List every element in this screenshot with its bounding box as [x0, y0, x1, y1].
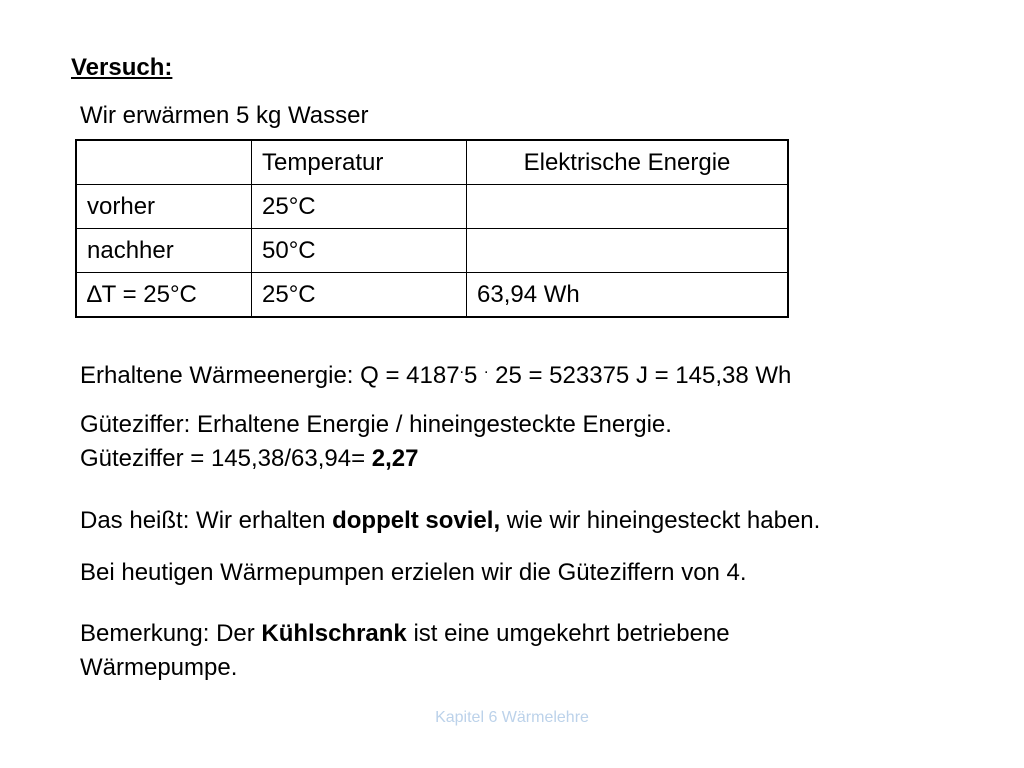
heat-energy-formula [80, 362, 791, 390]
remark-after: ist eine umgekehrt betriebene [406, 620, 730, 647]
slide-footer: Kapitel 6 Wärmelehre [435, 709, 589, 726]
table-header-cell: Temperatur [252, 140, 467, 185]
cop-calc-text: Güteziffer = 145,38/63,94= [80, 445, 372, 472]
table-row [76, 185, 788, 229]
table-cell: nachher [76, 229, 252, 273]
meaning-bold: doppelt soviel, [332, 507, 501, 534]
table-cell: 25°C [252, 185, 467, 229]
remark-line-2: Wärmepumpe. [80, 654, 238, 681]
multiply-dot: . [484, 360, 489, 377]
cop-result: 2,27 [371, 445, 419, 472]
formula-rest: 25 = 523375 J = 145,38 Wh [488, 362, 792, 389]
table-cell [467, 229, 789, 273]
cop-definition: Güteziffer: Erhaltene Energie / hineingesteckte Energie. [80, 411, 672, 438]
remark-bold: Kühlschrank [261, 620, 407, 647]
formula-label: Erhaltene Wärmeenergie: Q = 4187 [80, 362, 460, 389]
cop-calculation [80, 445, 419, 473]
multiply-dot: . [459, 360, 464, 377]
table-cell [467, 185, 789, 229]
table-cell: 63,94 Wh [467, 273, 789, 318]
remark-line-1 [80, 620, 730, 648]
table-cell: 25°C [252, 273, 467, 318]
table-header-cell [76, 140, 252, 185]
intro-text: Wir erwärmen 5 kg Wasser [80, 102, 369, 129]
table-row [76, 273, 788, 318]
formula-mid: 5 [464, 362, 485, 389]
meaning-after: wie wir hineingesteckt haben. [500, 507, 821, 534]
table-cell: 50°C [252, 229, 467, 273]
meaning-text [80, 507, 820, 535]
meaning-before: Das heißt: Wir erhalten [80, 507, 333, 534]
remark-before: Bemerkung: Der [80, 620, 262, 647]
table-row [76, 229, 788, 273]
table-cell: ∆T = 25°C [76, 273, 252, 318]
modern-heatpump-text: Bei heutigen Wärmepumpen erzielen wir die Güteziffern von 4. [80, 559, 747, 586]
energy-table [75, 139, 789, 318]
table-header-cell: Elektrische Energie [467, 140, 789, 185]
table-cell: vorher [76, 185, 252, 229]
table-header-row [76, 140, 788, 185]
page-heading: Versuch: [71, 54, 173, 81]
